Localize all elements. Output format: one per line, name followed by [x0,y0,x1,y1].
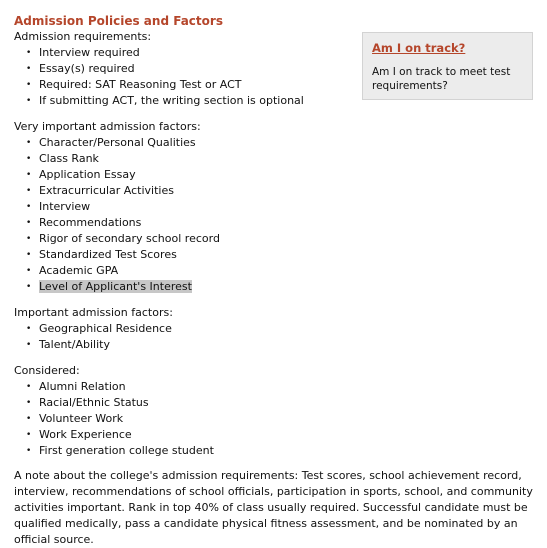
bullet-icon: • [26,218,32,228]
on-track-description: Am I on track to meet test requirements? [372,66,511,92]
list-item-label: First generation college student [39,444,214,457]
bullet-icon: • [26,340,32,350]
list-item [26,151,536,167]
list-item [26,443,536,459]
bullet-icon: • [26,266,32,276]
bullet-icon: • [26,398,32,408]
list-item-label: Required: SAT Reasoning Test or ACT [39,78,242,91]
bullet-icon: • [26,64,32,74]
list-item [26,247,536,263]
list-item-label: Geographical Residence [39,322,172,335]
list-item-label: Interview required [39,46,140,59]
bullet-icon: • [26,250,32,260]
on-track-link[interactable]: Am I on track? [372,41,466,55]
list-item [26,395,536,411]
bullet-icon: • [26,48,32,58]
very-important-heading: Very important admission factors: [14,120,201,133]
list-item-label: Alumni Relation [39,380,126,393]
list-item-label: Volunteer Work [39,412,124,425]
bullet-icon: • [26,96,32,106]
bullet-icon: • [26,382,32,392]
list-item [26,215,536,231]
list-item-label: Class Rank [39,152,99,165]
list-item-label: Application Essay [39,168,136,181]
bullet-icon: • [26,186,32,196]
important-list [14,321,536,353]
bullet-icon: • [26,446,32,456]
list-item [26,411,536,427]
on-track-box [362,32,533,100]
list-item [26,379,536,395]
list-item [26,427,536,443]
list-item [26,167,536,183]
bullet-icon: • [26,170,32,180]
list-item-label: Character/Personal Qualities [39,136,196,149]
bullet-icon: • [26,202,32,212]
list-item-label: Essay(s) required [39,62,135,75]
bullet-icon: • [26,154,32,164]
bullet-icon: • [26,138,32,148]
admission-note: A note about the college's admission requirements: Test scores, school achievement record, interview, recommendations of school officials, participation in sports, school, and community activities important. Rank in top 40% of class usually required. Successful candidate must be qualified medically, pass a candidate physical fitness assessment, and be nominated by an official source. [14,469,533,546]
list-item-label: Recommendations [39,216,142,229]
list-item [26,337,536,353]
list-item-label: Talent/Ability [39,338,110,351]
bullet-icon: • [26,414,32,424]
list-item-label: Interview [39,200,91,213]
list-item-label: Academic GPA [39,264,119,277]
very-important-list [14,135,536,295]
bullet-icon: • [26,324,32,334]
list-item-label: Rigor of secondary school record [39,232,220,245]
list-item-label: If submitting ACT, the writing section is optional [39,94,304,107]
requirements-heading: Admission requirements: [14,30,152,43]
list-item [26,231,536,247]
list-item-label: Extracurricular Activities [39,184,174,197]
bullet-icon: • [26,282,32,292]
bullet-icon: • [26,430,32,440]
list-item [26,199,536,215]
list-item-label: Work Experience [39,428,132,441]
considered-list [14,379,536,459]
bullet-icon: • [26,80,32,90]
list-item [26,263,536,279]
list-item [26,321,536,337]
list-item [26,135,536,151]
list-item [26,279,536,295]
highlighted-list-item-label[interactable]: Level of Applicant's Interest [39,280,192,293]
list-item-label: Racial/Ethnic Status [39,396,149,409]
bullet-icon: • [26,234,32,244]
considered-heading: Considered: [14,364,80,377]
list-item-label: Standardized Test Scores [39,248,177,261]
important-heading: Important admission factors: [14,306,173,319]
section-title: Admission Policies and Factors [14,14,223,28]
list-item [26,183,536,199]
